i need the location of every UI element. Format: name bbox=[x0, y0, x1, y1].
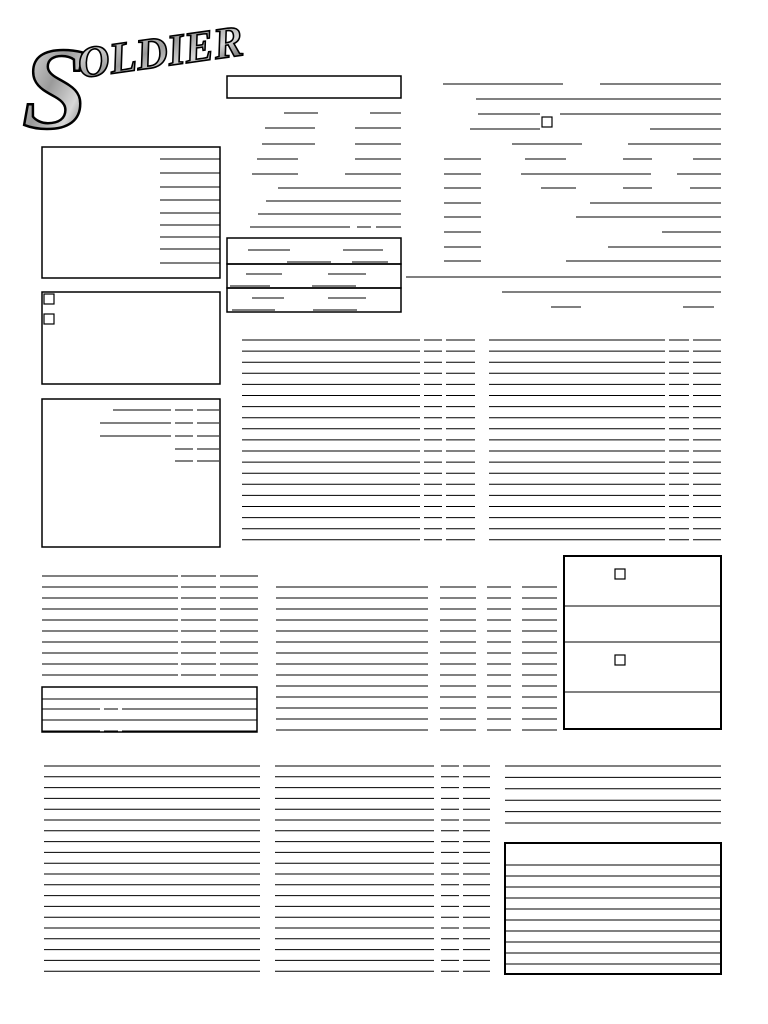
left-box-2 bbox=[42, 292, 220, 384]
logo-letters-oldier: OLDIER bbox=[74, 16, 247, 88]
logo-letter-s: S bbox=[22, 23, 88, 154]
left-box-checkbox-2[interactable] bbox=[44, 314, 54, 324]
checkboxes bbox=[44, 117, 625, 665]
form-boxes bbox=[42, 76, 721, 974]
soldier-logo bbox=[22, 16, 246, 154]
stat-box-2 bbox=[227, 264, 401, 288]
left-box-3 bbox=[42, 399, 220, 547]
lower-right-checkbox-1[interactable] bbox=[615, 569, 625, 579]
lower-right-checkbox-2[interactable] bbox=[615, 655, 625, 665]
stat-box-1 bbox=[227, 238, 401, 264]
left-box-checkbox-1[interactable] bbox=[44, 294, 54, 304]
stat-box-3 bbox=[227, 288, 401, 312]
form-lines bbox=[42, 84, 721, 971]
header-checkbox[interactable] bbox=[542, 117, 552, 127]
name-box bbox=[227, 76, 401, 98]
